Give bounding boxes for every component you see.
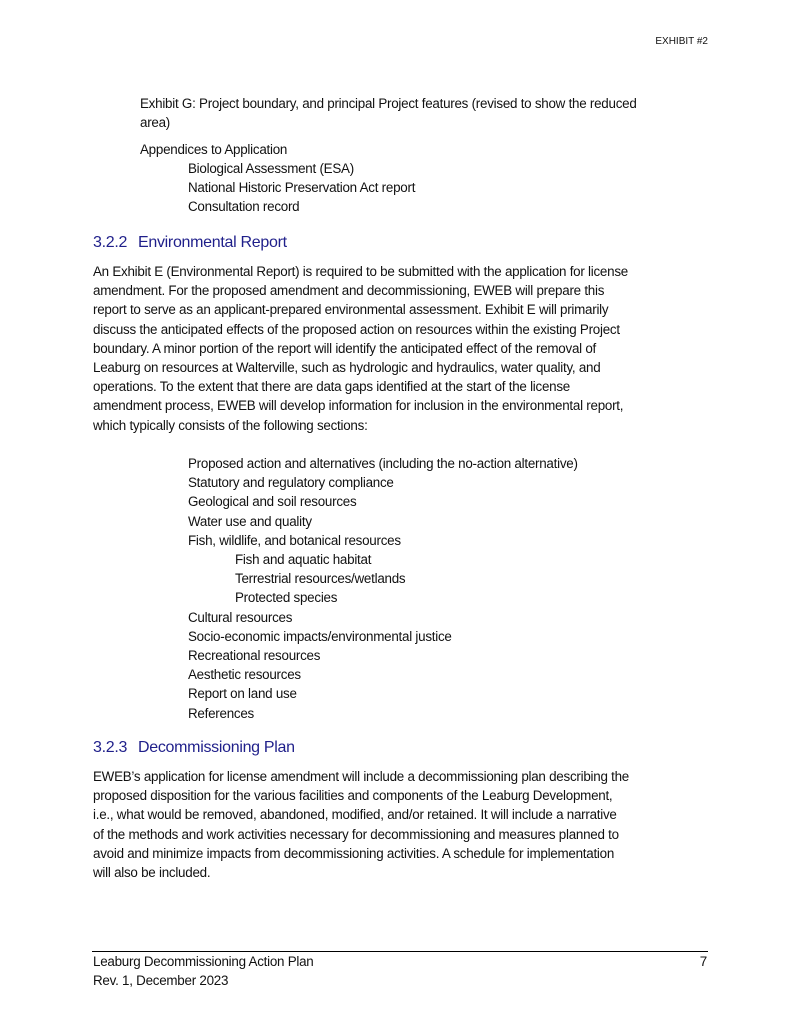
footer-revision: Rev. 1, December 2023 (93, 973, 229, 988)
paragraph-line: report to serve as an applicant-prepared environmental assessment. Exhibit E will primarily (93, 302, 609, 318)
paragraph-line: which typically consists of the following sections: (93, 417, 368, 433)
paragraph-line: discuss the anticipated effects of the proposed action on resources within the existing Project (93, 321, 620, 337)
section-heading-3-2-2 (93, 234, 287, 252)
paragraph-line: operations. To the extent that there are data gaps identified at the start of the license (93, 379, 571, 395)
paragraph-line: proposed disposition for the various facilities and components of the Leaburg Development, (93, 788, 613, 804)
footer-doc-title: Leaburg Decommissioning Action Plan (93, 954, 314, 969)
section-number: 3.2.3 (93, 739, 128, 756)
paragraph-line: boundary. A minor portion of the report will identify the anticipated effect of the removal of (93, 340, 597, 356)
list-item: Statutory and regulatory compliance (188, 475, 394, 491)
list-item: References (188, 705, 254, 721)
appendix-item: Biological Assessment (ESA) (188, 161, 354, 176)
exhibit-label: EXHIBIT #2 (655, 36, 708, 47)
paragraph-line: amendment. For the proposed amendment and decommissioning, EWEB will prepare this (93, 283, 605, 299)
list-item: Protected species (235, 590, 338, 606)
appendix-item: Consultation record (188, 199, 300, 214)
list-item: Fish and aquatic habitat (235, 552, 372, 567)
paragraph-line: will also be included. (93, 865, 211, 880)
list-item: Cultural resources (188, 609, 293, 625)
paragraph-line: An Exhibit E (Environmental Report) is required to be submitted with the application for license (93, 264, 628, 279)
list-item: Fish, wildlife, and botanical resources (188, 532, 401, 548)
list-item: Report on land use (188, 686, 297, 702)
appendix-item: National Historic Preservation Act report (188, 180, 416, 195)
footer-page-number: 7 (699, 954, 707, 969)
list-item: Recreational resources (188, 648, 321, 663)
paragraph-line: of the methods and work activities necessary for decommissioning and measures planned to (93, 826, 619, 842)
paragraph-line: Leaburg on resources at Walterville, such as hydrologic and hydraulics, water quality, and (93, 360, 601, 375)
paragraph-line: avoid and minimize impacts from decommissioning activities. A schedule for implementation (93, 845, 615, 861)
list-item: Water use and quality (188, 513, 312, 529)
list-item: Aesthetic resources (188, 667, 301, 683)
paragraph-line: EWEB’s application for license amendment will include a decommissioning plan describing the (93, 769, 629, 784)
list-item: Proposed action and alternatives (including the no-action alternative) (188, 456, 578, 471)
exhibit-g-line: area) (140, 115, 171, 130)
section-number: 3.2.2 (93, 234, 128, 251)
paragraph-line: i.e., what would be removed, abandoned, modified, and/or retained. It will include a narrative (93, 807, 617, 823)
list-item: Terrestrial resources/wetlands (235, 571, 406, 587)
paragraph-line: amendment process, EWEB will develop information for inclusion in the environmental report, (93, 398, 624, 414)
appendices-title: Appendices to Application (140, 142, 288, 157)
exhibit-g-line: Exhibit G: Project boundary, and principal Project features (revised to show the reduced (140, 96, 637, 111)
section-heading-3-2-3 (93, 739, 295, 757)
list-item: Socio-economic impacts/environmental justice (188, 628, 452, 644)
section-title: Environmental Report (138, 234, 287, 251)
list-item: Geological and soil resources (188, 494, 357, 510)
section-title: Decommissioning Plan (138, 739, 295, 756)
